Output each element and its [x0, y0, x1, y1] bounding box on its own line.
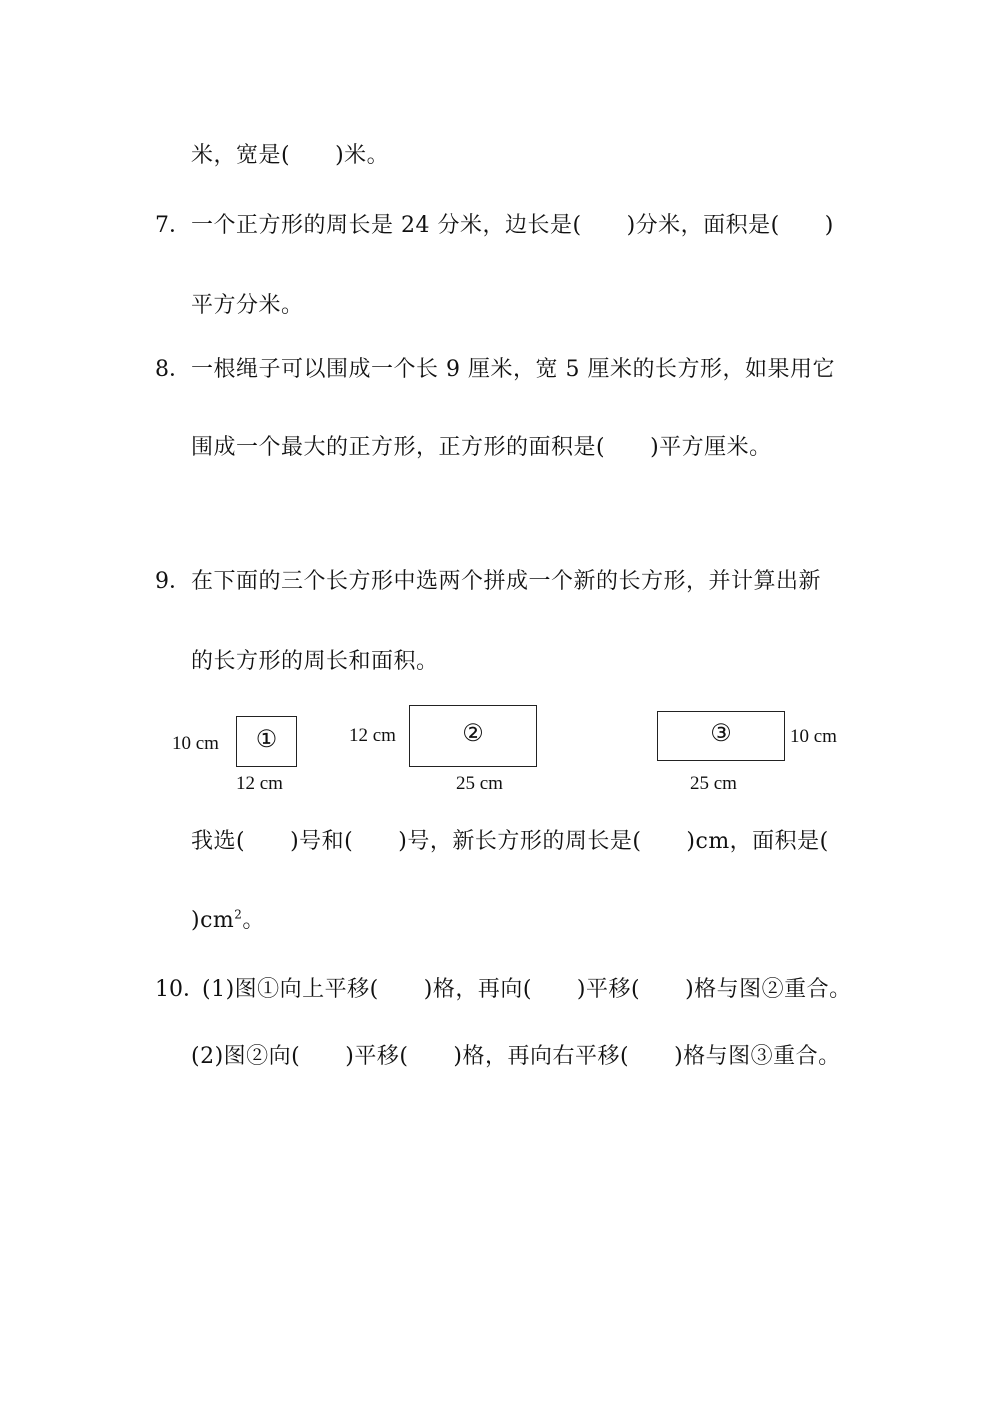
figure-3-height-label: 10 cm	[790, 726, 837, 747]
figure-2-rectangle	[409, 705, 537, 767]
figure-2-height-label: 12 cm	[349, 725, 396, 746]
q8-line1: 一根绳子可以围成一个长 9 厘米，宽 5 厘米的长方形，如果用它	[191, 357, 835, 382]
figure-3-rectangle	[657, 711, 785, 761]
q7-line2: 平方分米。	[191, 293, 304, 318]
figure-1-width-label: 12 cm	[236, 773, 283, 794]
q10-number: 10．	[155, 977, 205, 1002]
q9-answer-line2	[191, 906, 265, 936]
q8-number: 8．	[155, 357, 191, 382]
q9-number: 9．	[155, 569, 191, 594]
q9-answer-line2-sup: 2	[234, 907, 243, 922]
q8-line2: 围成一个最大的正方形，正方形的面积是( )平方厘米。	[191, 435, 772, 460]
figure-1-label: ①	[255, 724, 278, 753]
figure-3-width-label: 25 cm	[690, 773, 737, 794]
q9-answer-line2-pre: )cm	[191, 908, 235, 933]
q7-number: 7．	[155, 213, 191, 238]
q10-line1: (1)图①向上平移( )格，再向( )平移( )格与图②重合。	[202, 977, 852, 1002]
q9-answer-line2-post: 。	[242, 908, 265, 933]
figure-3-label: ③	[710, 719, 732, 748]
q7-line1: 一个正方形的周长是 24 分米，边长是( )分米，面积是( )	[191, 213, 834, 238]
figure-2-label: ②	[462, 719, 484, 748]
figure-1-height-label: 10 cm	[172, 733, 219, 754]
q10-line2: (2)图②向( )平移( )格，再向右平移( )格与图③重合。	[191, 1044, 841, 1069]
q9-answer-line1: 我选( )号和( )号，新长方形的周长是( )cm，面积是(	[191, 829, 829, 854]
q9-line2: 的长方形的周长和面积。	[191, 649, 439, 674]
figure-2-width-label: 25 cm	[456, 773, 503, 794]
q6-tail-line: 米，宽是( )米。	[191, 143, 390, 168]
figure-1-rectangle	[236, 716, 297, 767]
q9-line1: 在下面的三个长方形中选两个拼成一个新的长方形，并计算出新	[191, 569, 822, 594]
